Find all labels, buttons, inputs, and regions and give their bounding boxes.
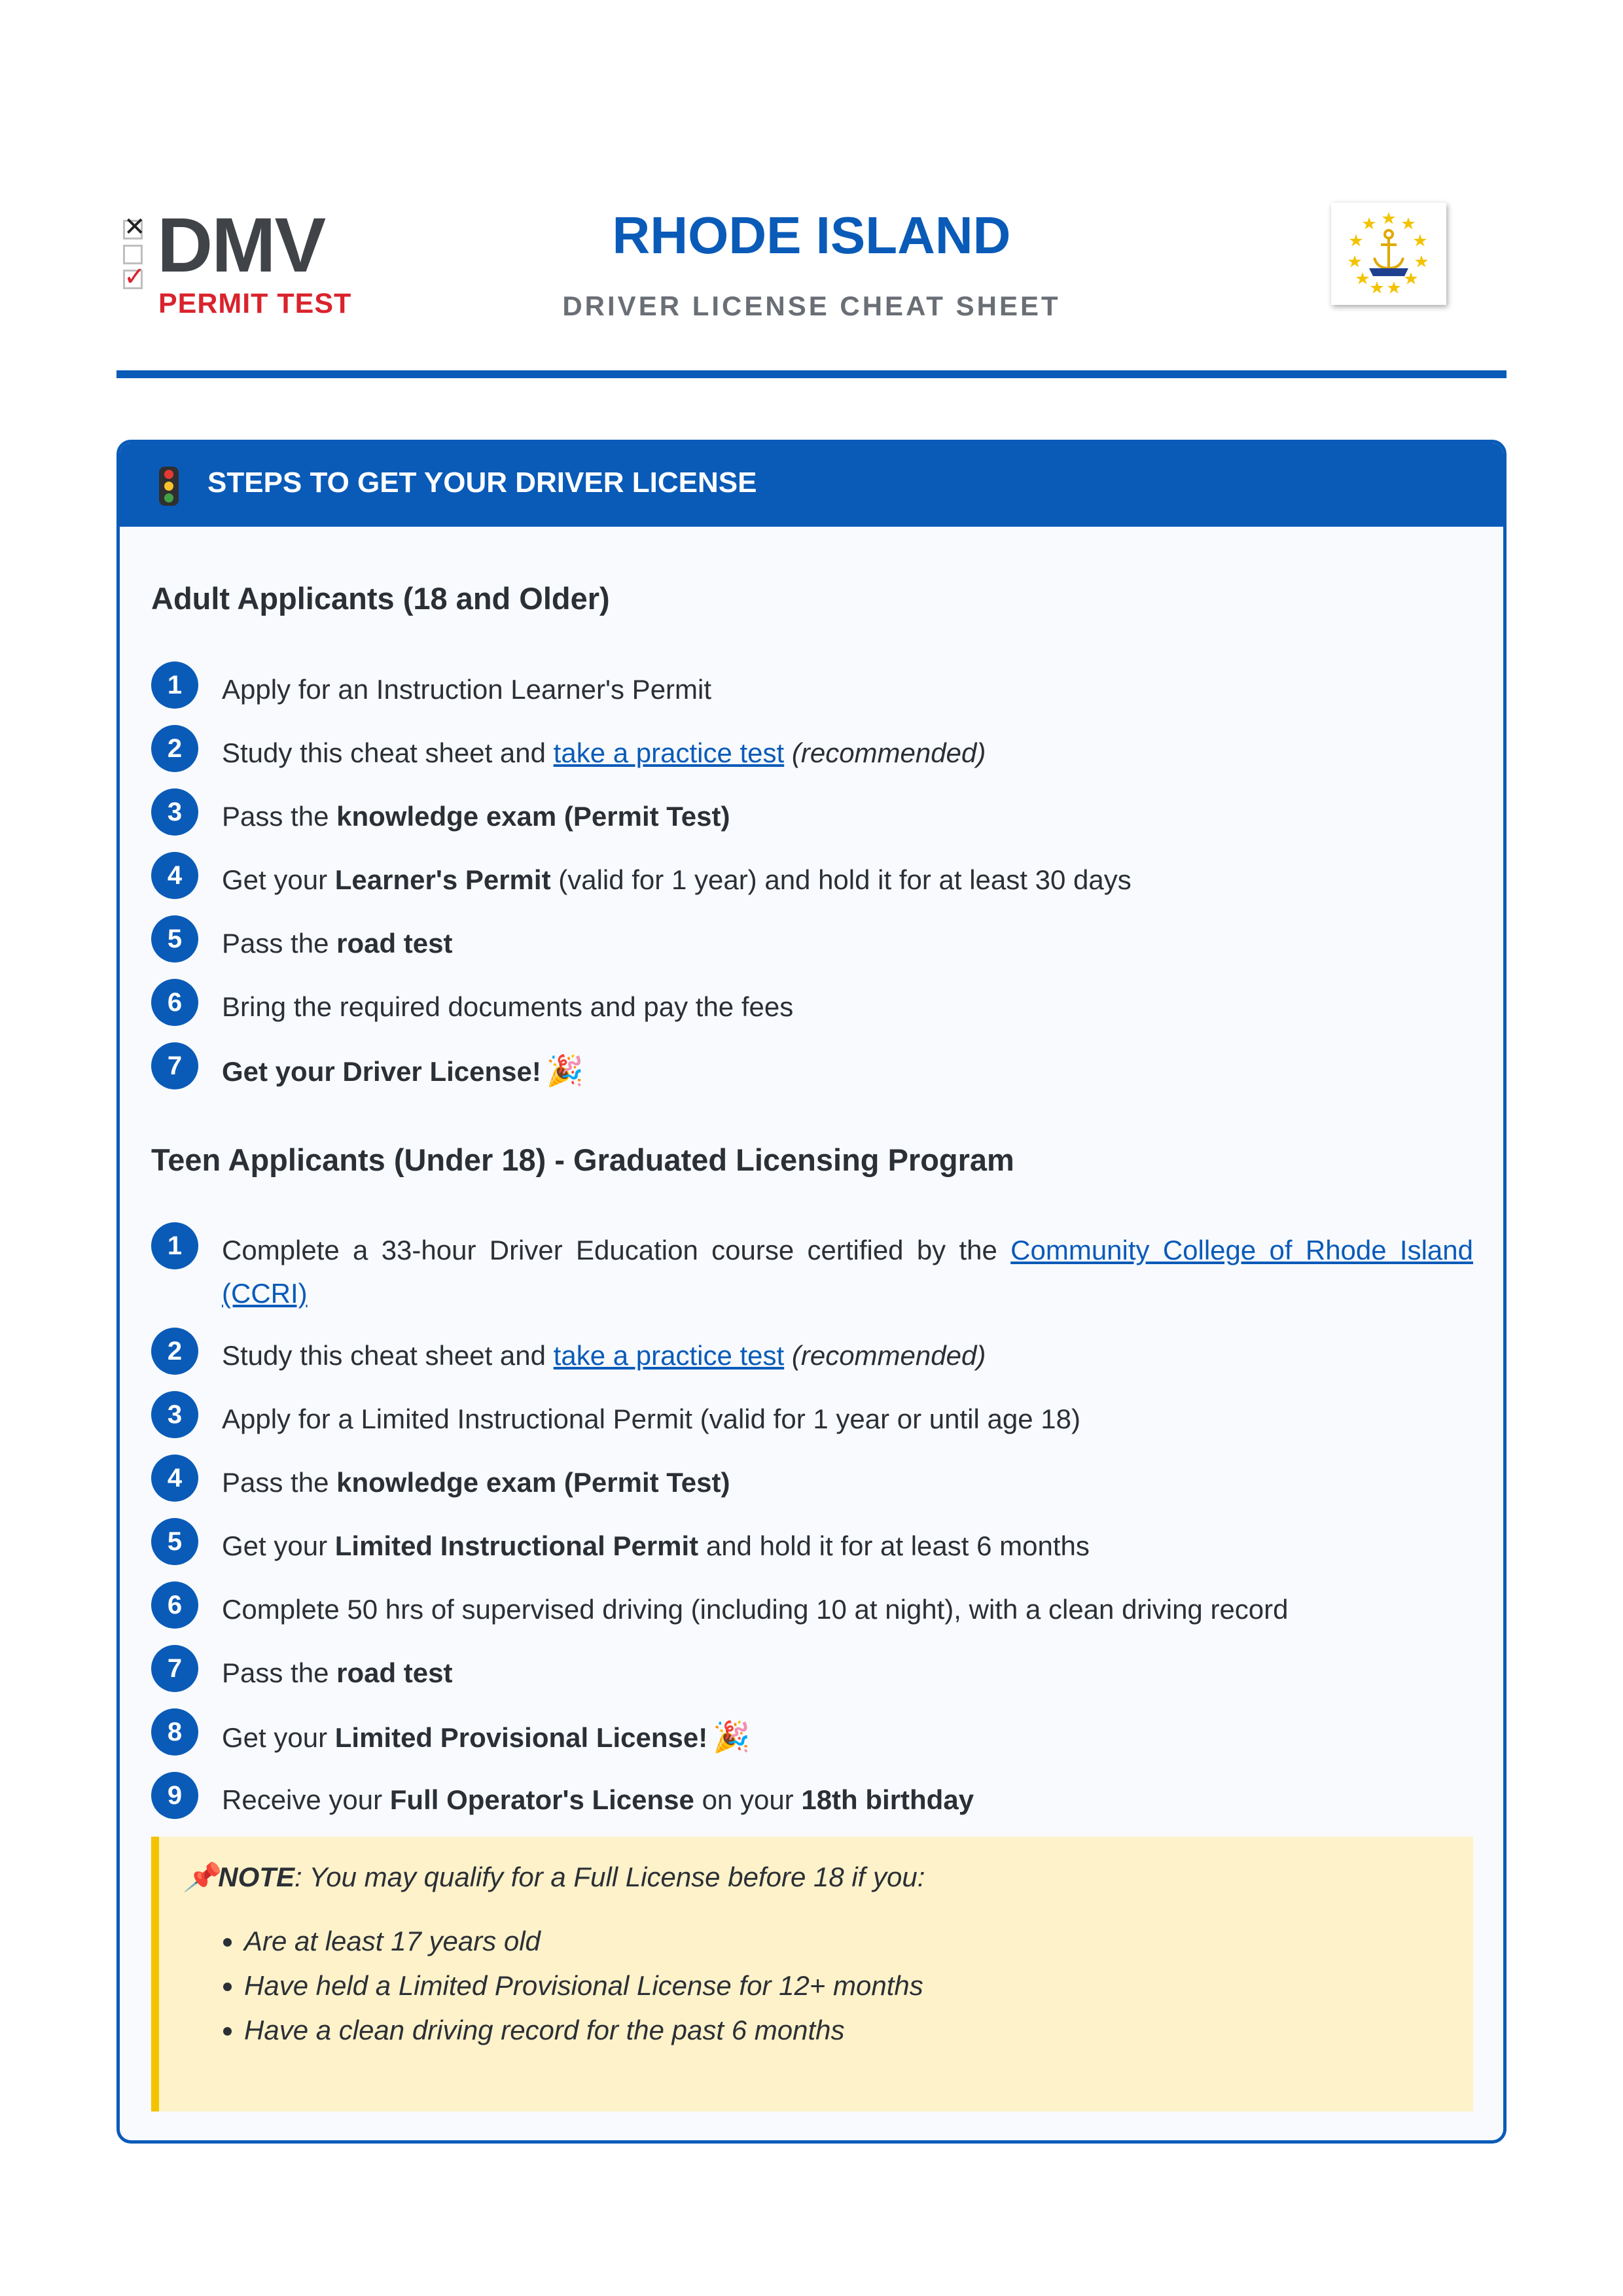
ccri-link[interactable]: Community College of Rhode Island (CCRI) xyxy=(222,1235,1473,1309)
step-number: 7 xyxy=(151,1645,198,1692)
step-text: Pass the knowledge exam (Permit Test) xyxy=(222,1467,730,1498)
step-number: 3 xyxy=(151,1391,198,1438)
list-item: • Are at least 17 years old xyxy=(244,1919,923,1964)
party-popper-icon: 🎉 xyxy=(713,1720,751,1754)
step-text: Bring the required documents and pay the fees xyxy=(222,991,794,1022)
teen-section-title: Teen Applicants (Under 18) - Graduated Licensing Program xyxy=(151,1142,1014,1177)
step-number: 9 xyxy=(151,1772,198,1819)
adult-section-title: Adult Applicants (18 and Older) xyxy=(151,581,610,616)
rhode-island-flag-icon xyxy=(1331,203,1446,305)
note-box xyxy=(151,1837,1473,2111)
step-text: Get your Learner's Permit (valid for 1 year) and hold it for at least 30 days xyxy=(222,864,1132,895)
list-item: • Have held a Limited Provisional License for 12+ months xyxy=(244,1964,923,2008)
note-list xyxy=(218,1919,923,2053)
party-popper-icon: 🎉 xyxy=(546,1053,584,1087)
step-number: 3 xyxy=(151,788,198,836)
step-number: 1 xyxy=(151,662,198,709)
card-header xyxy=(120,443,1503,527)
check-mark-icon: ✓ xyxy=(124,262,146,291)
step-text: Apply for an Instruction Learner's Permit xyxy=(222,674,712,705)
page-header xyxy=(116,196,1507,380)
page-subtitle: DRIVER LICENSE CHEAT SHEET xyxy=(562,291,1061,321)
step-number: 5 xyxy=(151,915,198,963)
step-text: Pass the road test xyxy=(222,1657,453,1688)
x-mark-icon: ✕ xyxy=(124,213,146,241)
step-number: 4 xyxy=(151,852,198,899)
step-number: 8 xyxy=(151,1708,198,1756)
step-text: Get your Limited Provisional License! 🎉 xyxy=(222,1715,1473,1759)
step-number: 1 xyxy=(151,1222,198,1269)
step-text: Pass the knowledge exam (Permit Test) xyxy=(222,801,730,832)
step-number: 4 xyxy=(151,1455,198,1502)
pushpin-icon: 📌 xyxy=(184,1862,219,1892)
step-number: 7 xyxy=(151,1042,198,1089)
practice-test-link[interactable]: take a practice test xyxy=(553,1340,785,1371)
step-text: Study this cheat sheet and take a practice test (recommended) xyxy=(222,737,986,768)
step-text: Pass the road test xyxy=(222,928,453,959)
step-text: Complete a 33-hour Driver Education course certified by the Community College of Rhode Island (CCRI) xyxy=(222,1235,1473,1309)
step-text: Complete 50 hrs of supervised driving (including 10 at night), with a clean driving record xyxy=(222,1594,1289,1625)
card-heading: STEPS TO GET YOUR DRIVER LICENSE xyxy=(207,467,757,499)
logo-dmv-text: DMV xyxy=(157,202,325,289)
page-title: RHODE ISLAND xyxy=(612,206,1011,264)
step-text: Get your Driver License! 🎉 xyxy=(222,1049,1473,1093)
note-label: NOTE xyxy=(218,1862,294,1892)
practice-test-link[interactable]: take a practice test xyxy=(553,737,785,768)
step-text: Apply for a Limited Instructional Permit (valid for 1 year or until age 18) xyxy=(222,1404,1080,1434)
step-number: 6 xyxy=(151,1581,198,1629)
step-number: 6 xyxy=(151,979,198,1026)
step-text: Study this cheat sheet and take a practice test (recommended) xyxy=(222,1340,986,1371)
list-item: • Have a clean driving record for the past 6 months xyxy=(244,2008,923,2053)
step-text: Receive your Full Operator's License on your 18th birthday xyxy=(222,1784,974,1815)
step-number: 2 xyxy=(151,725,198,772)
step-number: 5 xyxy=(151,1518,198,1565)
logo-permit-text: PERMIT TEST xyxy=(158,288,352,319)
note-text: 📌NOTE: You may qualify for a Full License before 18 if you: xyxy=(184,1862,925,1892)
header-divider xyxy=(116,370,1507,378)
steps-card xyxy=(116,440,1507,2144)
step-text: Get your Limited Instructional Permit and hold it for at least 6 months xyxy=(222,1530,1090,1561)
step-number: 2 xyxy=(151,1328,198,1375)
traffic-light-icon xyxy=(159,467,179,506)
